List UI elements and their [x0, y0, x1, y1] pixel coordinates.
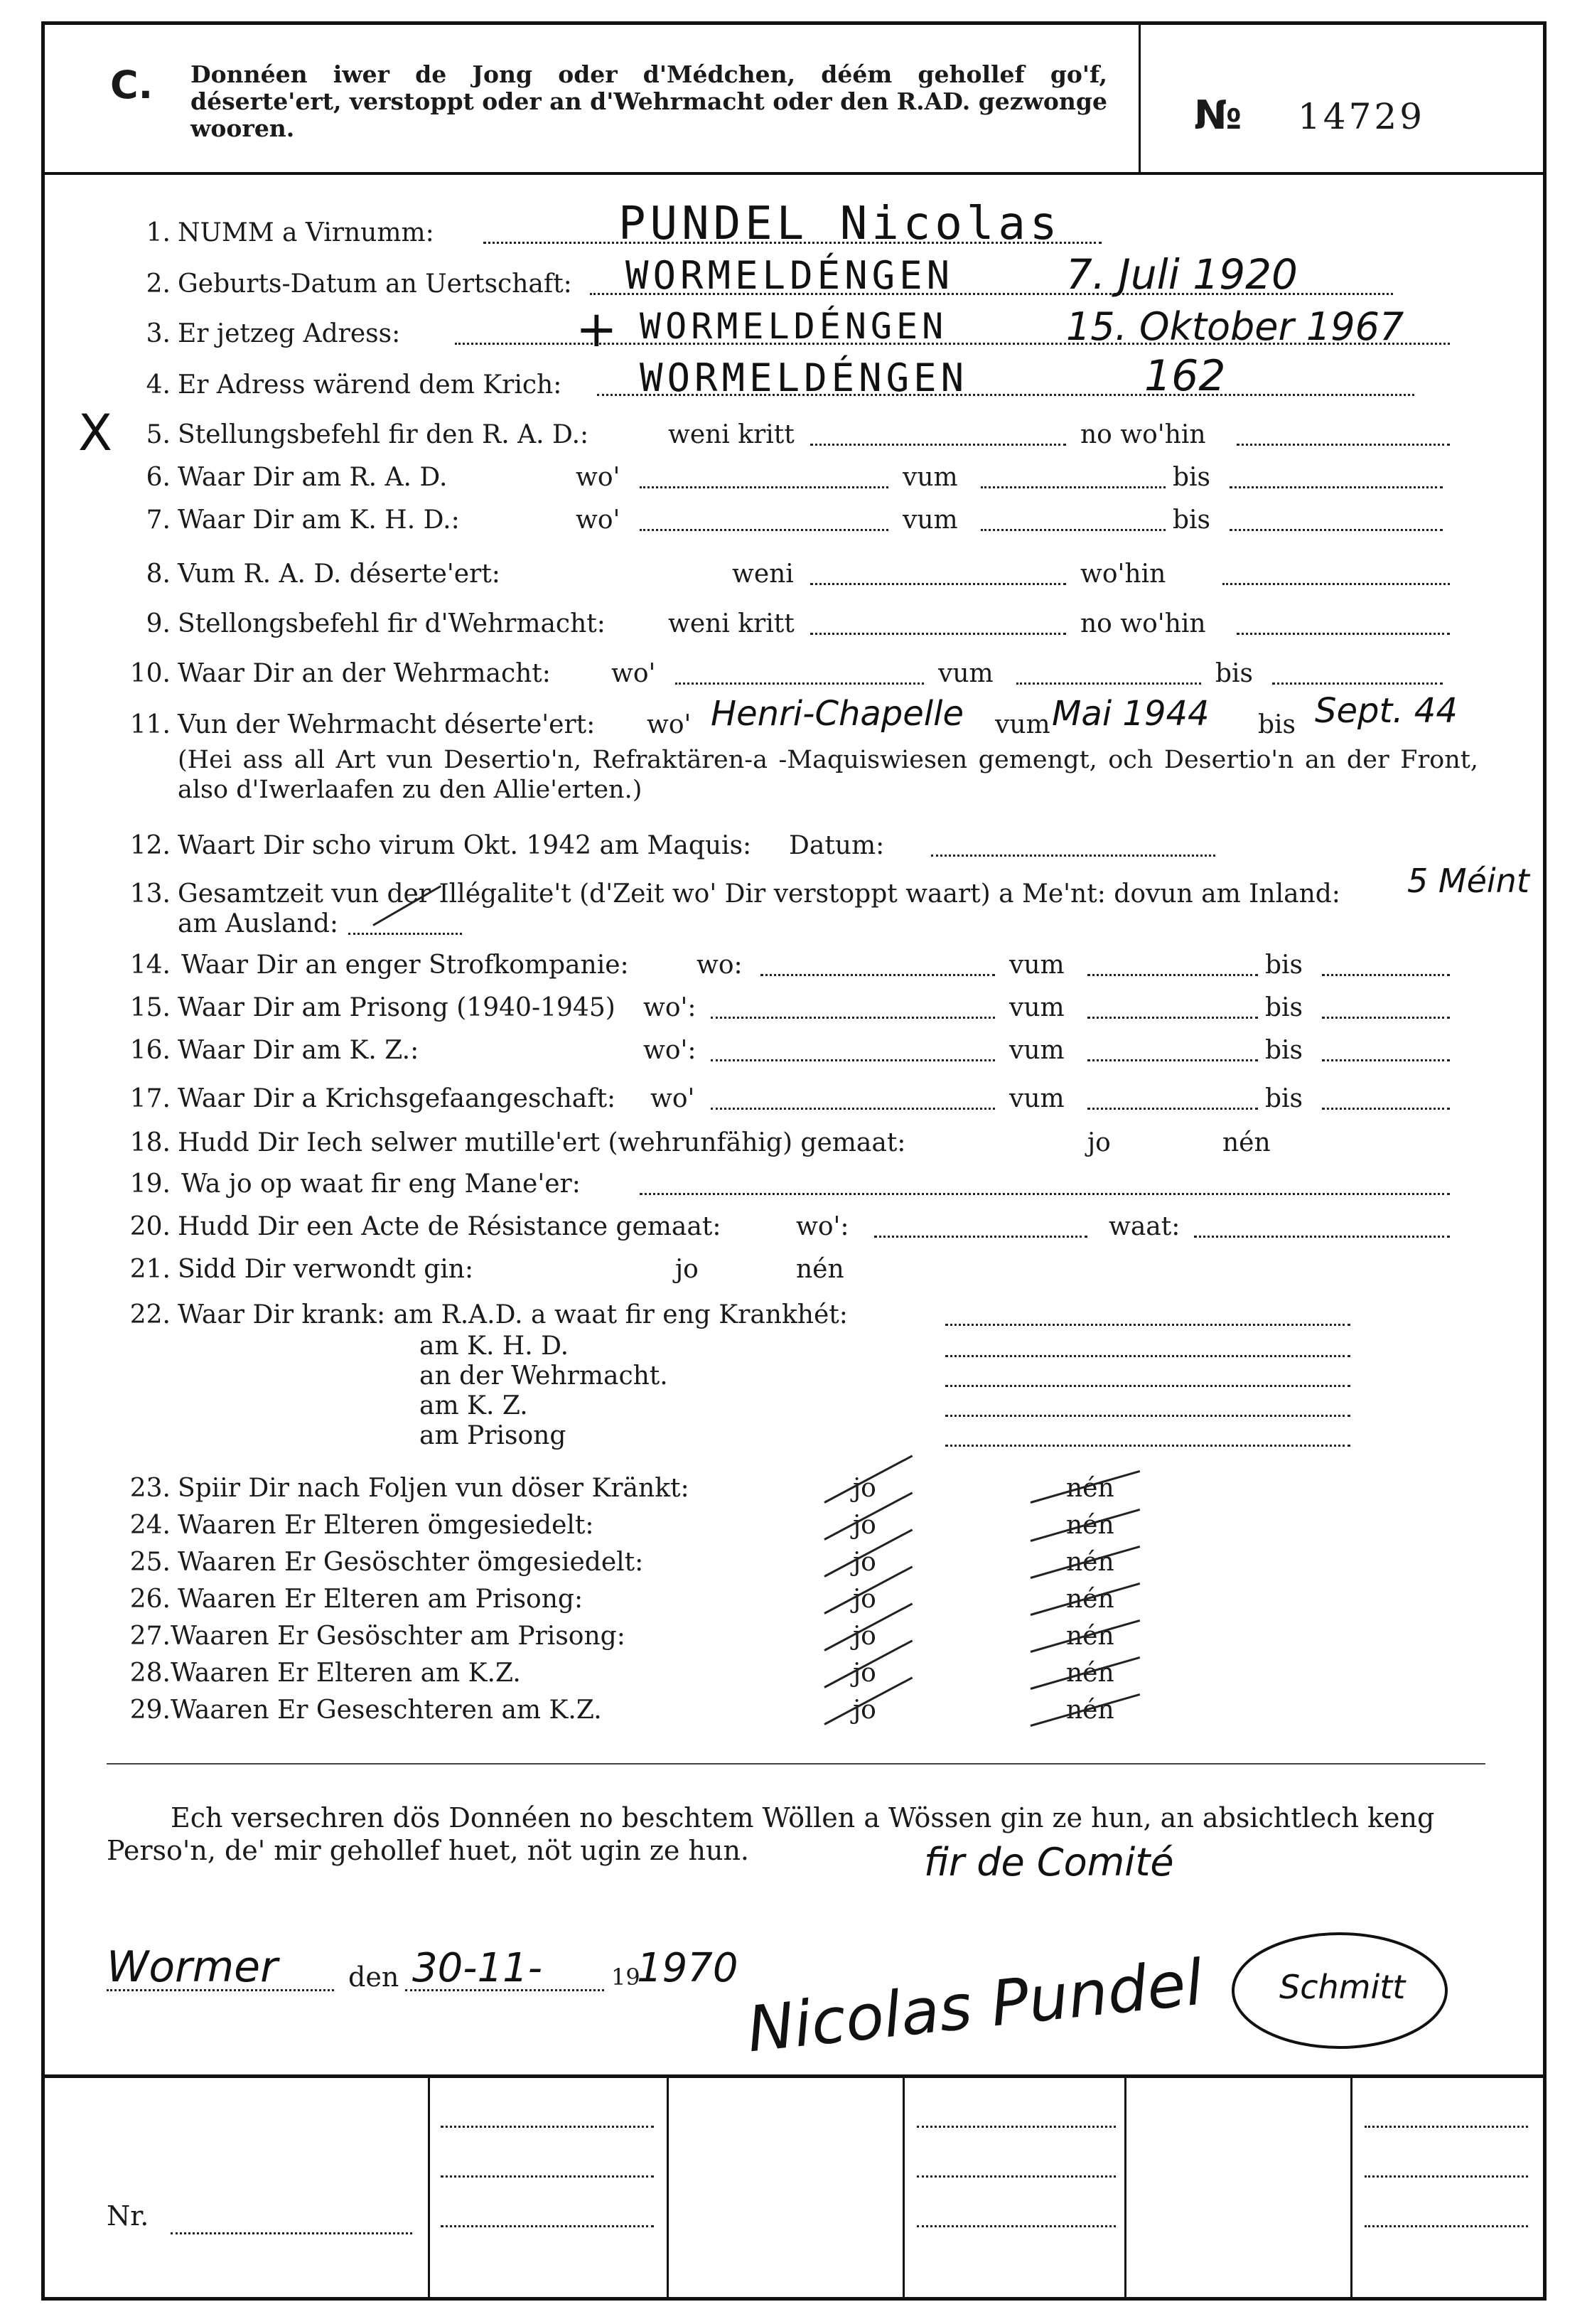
question-label: Wa jo op waat fir eng Mane'er:: [181, 1169, 581, 1199]
question-label: Hudd Dir Iech selwer mutille'ert (wehrunfähig) gemaat:: [178, 1128, 906, 1157]
answer-line: [1322, 974, 1450, 976]
option-yes: jo: [853, 1622, 876, 1651]
handwritten-desert-place: Henri-Chapelle: [711, 694, 964, 734]
question-label: Waar Dir a Krichsgefaangeschaft:: [178, 1084, 616, 1113]
answer-line: [945, 1445, 1350, 1447]
number-label: №: [1194, 92, 1242, 139]
footer-column-divider: [1350, 2076, 1352, 2301]
illness-sub-label: am K. H. D.: [419, 1332, 569, 1361]
question-label: Waar Dir am R. A. D.: [178, 463, 448, 492]
answer-line: [711, 1108, 995, 1110]
answer-line: [874, 1236, 1087, 1238]
question-label: Waaren Er Elteren am Prisong:: [178, 1585, 583, 1614]
illness-sub-label: an der Wehrmacht.: [419, 1361, 668, 1391]
answer-line: [945, 1385, 1350, 1387]
question-label: Waaren Er Elteren ömgesiedelt:: [178, 1511, 594, 1540]
field-label-from: vum: [903, 505, 958, 535]
field-label-when: weni kritt: [668, 609, 795, 638]
question-number: 19.: [129, 1169, 171, 1199]
question-number: 24.: [129, 1511, 171, 1540]
question-label: Waar Dir krank: am R.A.D. a waat fir eng Krankhét:: [178, 1300, 848, 1329]
option-yes: jo: [853, 1585, 876, 1614]
question-label: Waaren Er Geseschteren am K.Z.: [171, 1696, 602, 1725]
question-label: Waar Dir am K. Z.:: [178, 1036, 419, 1065]
handwritten-year: 1970: [637, 1945, 738, 1991]
question-number: 10.: [129, 659, 171, 688]
answer-line: [1087, 1059, 1258, 1061]
question-number: 2.: [146, 269, 171, 299]
option-no: nén: [1066, 1511, 1114, 1540]
answer-line: [1230, 529, 1443, 531]
question-number: 6.: [146, 463, 171, 492]
answer-line: [981, 529, 1166, 531]
question-label: Waart Dir scho virum Okt. 1942 am Maquis:: [178, 831, 752, 860]
question-label: Vun der Wehrmacht déserte'ert:: [178, 710, 596, 739]
question-number: 18.: [129, 1128, 171, 1157]
field-label-date: Datum:: [789, 831, 885, 860]
answer-line: [945, 1355, 1350, 1357]
answer-line: [810, 583, 1066, 585]
footer-dotted-line: [917, 2126, 1116, 2128]
question-number: 4.: [146, 370, 171, 400]
question-number: 27.: [129, 1622, 171, 1651]
answer-line: [760, 974, 995, 976]
declaration-line-2: Perso'n, de' mir gehollef huet, nöt ugin ze hun.: [107, 1835, 750, 1866]
handwritten-desert-to: Sept. 44: [1315, 691, 1458, 731]
answer-line: [810, 444, 1066, 446]
handwritten-death-date: 15. Oktober 1967: [1066, 304, 1404, 349]
question-label: Er Adress wärend dem Krich:: [178, 370, 562, 400]
footer-dotted-line: [441, 2175, 654, 2178]
field-label-to: bis: [1215, 659, 1254, 688]
handwritten-desert-from: Mai 1944: [1052, 694, 1210, 734]
option-no: nén: [1066, 1474, 1114, 1503]
field-label-where: wo': [647, 710, 692, 739]
field-label-where: no wo'hin: [1080, 609, 1206, 638]
field-label-where: wo': [576, 505, 620, 535]
question-label: Waar Dir am Prisong (1940-1945): [178, 993, 615, 1022]
option-no: nén: [1066, 1696, 1114, 1725]
question-label: NUMM a Virnumm:: [178, 218, 434, 247]
answer-line: [1087, 974, 1258, 976]
answer-line: [1237, 633, 1450, 635]
question-number: 7.: [146, 505, 171, 535]
handwritten-war-address: WORMELDÉNGEN: [640, 355, 969, 400]
answer-line: [810, 633, 1066, 635]
field-label-to: bis: [1265, 951, 1303, 980]
option-no: nén: [1066, 1622, 1114, 1651]
answer-line: [1222, 583, 1450, 585]
answer-line: [945, 1324, 1350, 1326]
footer-dotted-line: [441, 2225, 654, 2227]
option-no: nén: [1066, 1585, 1114, 1614]
illness-sub-label: am Prisong: [419, 1421, 566, 1450]
header-description: Donnéen iwer de Jong oder d'Médchen, déém gehollef go'f, déserte'ert, verstoppt oder an d'Wehrmacht oder den R.AD. gezwonge wooren.: [190, 60, 1107, 142]
handwritten-inland-months: 5 Méint: [1407, 862, 1529, 900]
question-number: 15.: [129, 993, 171, 1022]
question-label: Waaren Er Gesöschter am Prisong:: [171, 1622, 625, 1651]
question-11-note: (Hei ass all Art vun Desertio'n, Refraktären-a -Maquiswiesen gemengt, och Desertio'n an der Front, also d'Iwerlaafen zu den Allie'erten.): [178, 746, 1478, 804]
header-divider: [1139, 21, 1141, 173]
field-label-from: vum: [1009, 951, 1065, 980]
field-label-when: weni kritt: [668, 420, 795, 449]
illness-sub-label: am K. Z.: [419, 1391, 528, 1420]
option-no: nén: [1066, 1548, 1114, 1577]
question-number: 3.: [146, 319, 171, 348]
field-label-where: wo':: [796, 1212, 849, 1241]
question-label: Er jetzeg Adress:: [178, 319, 401, 348]
answer-line: [405, 1989, 604, 1991]
field-label-abroad: am Ausland:: [178, 909, 339, 938]
field-label-to: bis: [1173, 505, 1211, 535]
question-label: Waaren Er Gesöschter ömgesiedelt:: [178, 1548, 644, 1577]
option-yes: jo: [853, 1511, 876, 1540]
deceased-cross: +: [576, 300, 618, 358]
field-label-from: vum: [1009, 1036, 1065, 1065]
question-number: 17.: [129, 1084, 171, 1113]
field-label-from: vum: [995, 710, 1050, 739]
field-label-where: wo':: [643, 1036, 696, 1065]
separator: [107, 1763, 1485, 1765]
header-bottom-rule: [41, 172, 1547, 175]
option-yes: jo: [1087, 1128, 1111, 1157]
question-label: Geburts-Datum an Uertschaft:: [178, 269, 572, 299]
question-label: Spiir Dir nach Foljen vun döser Kränkt:: [178, 1474, 689, 1503]
field-label-to: bis: [1173, 463, 1211, 492]
year-prefix: 19: [611, 1964, 640, 1991]
question-label: Stellongsbefehl fir d'Wehrmacht:: [178, 609, 606, 638]
footer-dotted-line: [917, 2175, 1116, 2178]
question-label: Sidd Dir verwondt gin:: [178, 1255, 474, 1284]
question-number: 1.: [146, 218, 171, 247]
field-label-from: vum: [1009, 993, 1065, 1022]
answer-line: [1230, 486, 1443, 488]
question-number: 16.: [129, 1036, 171, 1065]
question-number: 22.: [129, 1300, 171, 1329]
field-label-to: bis: [1265, 1084, 1303, 1113]
question-label: Waar Dir an enger Strofkompanie:: [181, 951, 629, 980]
field-label-from: vum: [903, 463, 958, 492]
footer-top-rule: [41, 2074, 1547, 2078]
question-number: 25.: [129, 1548, 171, 1577]
footer-dotted-line: [1365, 2126, 1528, 2128]
question-number: 12.: [129, 831, 171, 860]
answer-line: [640, 486, 888, 488]
field-label-where: wo': [576, 463, 620, 492]
signature-2: Schmitt: [1279, 1968, 1406, 2006]
question-number: 28.: [129, 1659, 171, 1688]
answer-line: [1087, 1017, 1258, 1019]
handwritten-current-address: WORMELDÉNGEN: [640, 306, 948, 347]
option-yes: jo: [853, 1474, 876, 1503]
field-label-where: wo'hin: [1080, 559, 1166, 589]
option-yes: jo: [853, 1696, 876, 1725]
question-label: Waar Dir an der Wehrmacht:: [178, 659, 551, 688]
question-number: 8.: [146, 559, 171, 589]
field-label-from: vum: [938, 659, 994, 688]
option-yes: jo: [853, 1548, 876, 1577]
answer-line: [981, 486, 1166, 488]
answer-line: [711, 1017, 995, 1019]
question-number: 14.: [129, 951, 171, 980]
question-number: 11.: [129, 710, 171, 739]
field-label-where: no wo'hin: [1080, 420, 1206, 449]
question-number: 21.: [129, 1255, 171, 1284]
answer-line: [1322, 1017, 1450, 1019]
handwritten-birth-date: 7. Juli 1920: [1066, 250, 1298, 299]
footer-dotted-line: [1365, 2225, 1528, 2227]
answer-line: [1322, 1059, 1450, 1061]
form-number: 14729: [1298, 96, 1426, 137]
answer-line: [675, 682, 924, 685]
handwritten-comite: fir de Comité: [924, 1840, 1174, 1885]
field-label-to: bis: [1265, 993, 1303, 1022]
footer-column-divider: [1124, 2076, 1126, 2301]
handwritten-birth-place: WORMELDÉNGEN: [625, 253, 954, 298]
cross-mark-row5: X: [78, 404, 112, 462]
handwritten-house-number: 162: [1144, 351, 1226, 401]
question-number: 23.: [129, 1474, 171, 1503]
question-number: 5.: [146, 420, 171, 449]
field-label-where: wo':: [643, 993, 696, 1022]
footer-nr-label: Nr.: [107, 2200, 149, 2232]
option-no: nén: [796, 1255, 844, 1284]
option-no: nén: [1066, 1659, 1114, 1688]
answer-line: [711, 1059, 995, 1061]
question-number: 26.: [129, 1585, 171, 1614]
answer-line: [1087, 1108, 1258, 1110]
date-label: den: [348, 1961, 399, 1993]
answer-line: [640, 529, 888, 531]
answer-line: [1237, 444, 1450, 446]
signature-1: Nicolas Pundel: [743, 1945, 1207, 2067]
question-number: 9.: [146, 609, 171, 638]
answer-line: [640, 1193, 1450, 1195]
answer-line: [1016, 682, 1201, 685]
handwritten-place: Wormer: [107, 1942, 278, 1992]
field-label-to: bis: [1258, 710, 1296, 739]
answer-line: [348, 933, 462, 935]
question-label: Waar Dir am K. H. D.:: [178, 505, 460, 535]
handwritten-date: 30-11-: [412, 1945, 542, 1991]
question-label: Hudd Dir een Acte de Résistance gemaat:: [178, 1212, 721, 1241]
footer-column-divider: [903, 2076, 905, 2301]
handwritten-name: PUNDEL Nicolas: [618, 198, 1062, 250]
option-yes: jo: [675, 1255, 699, 1284]
question-label: Waaren Er Elteren am K.Z.: [171, 1659, 521, 1688]
field-label-where: wo': [611, 659, 656, 688]
question-number: 20.: [129, 1212, 171, 1241]
question-label: Stellungsbefehl fir den R. A. D.:: [178, 420, 589, 449]
declaration-line-1: Ech versechren dös Donnéen no beschtem Wöllen a Wössen gin ze hun, an absichtlech keng: [171, 1802, 1435, 1833]
answer-line: [1322, 1108, 1450, 1110]
field-label-where: wo:: [696, 951, 743, 980]
section-letter: C.: [110, 63, 154, 107]
field-label-where: wo': [650, 1084, 695, 1113]
answer-line: [1272, 682, 1443, 685]
option-no: nén: [1222, 1128, 1271, 1157]
question-number: 29.: [129, 1696, 171, 1725]
footer-dotted-line: [917, 2225, 1116, 2227]
footer-column-divider: [428, 2076, 430, 2301]
field-label-when: weni: [732, 559, 794, 589]
footer-nr-line: [171, 2232, 412, 2234]
footer-column-divider: [667, 2076, 669, 2301]
question-label: Gesamtzeit vun der Illégalite't (d'Zeit wo' Dir verstoppt waart) a Me'nt: dovun am Inland:: [178, 879, 1340, 909]
field-label-what: waat:: [1109, 1212, 1180, 1241]
answer-line: [1194, 1236, 1450, 1238]
question-label: Vum R. A. D. déserte'ert:: [178, 559, 500, 589]
footer-dotted-line: [1365, 2175, 1528, 2178]
question-number: 13.: [129, 879, 171, 909]
answer-line: [107, 1989, 334, 1991]
field-label-from: vum: [1009, 1084, 1065, 1113]
answer-line: [931, 855, 1215, 857]
footer-dotted-line: [441, 2126, 654, 2128]
answer-line: [945, 1415, 1350, 1417]
option-yes: jo: [853, 1659, 876, 1688]
field-label-to: bis: [1265, 1036, 1303, 1065]
